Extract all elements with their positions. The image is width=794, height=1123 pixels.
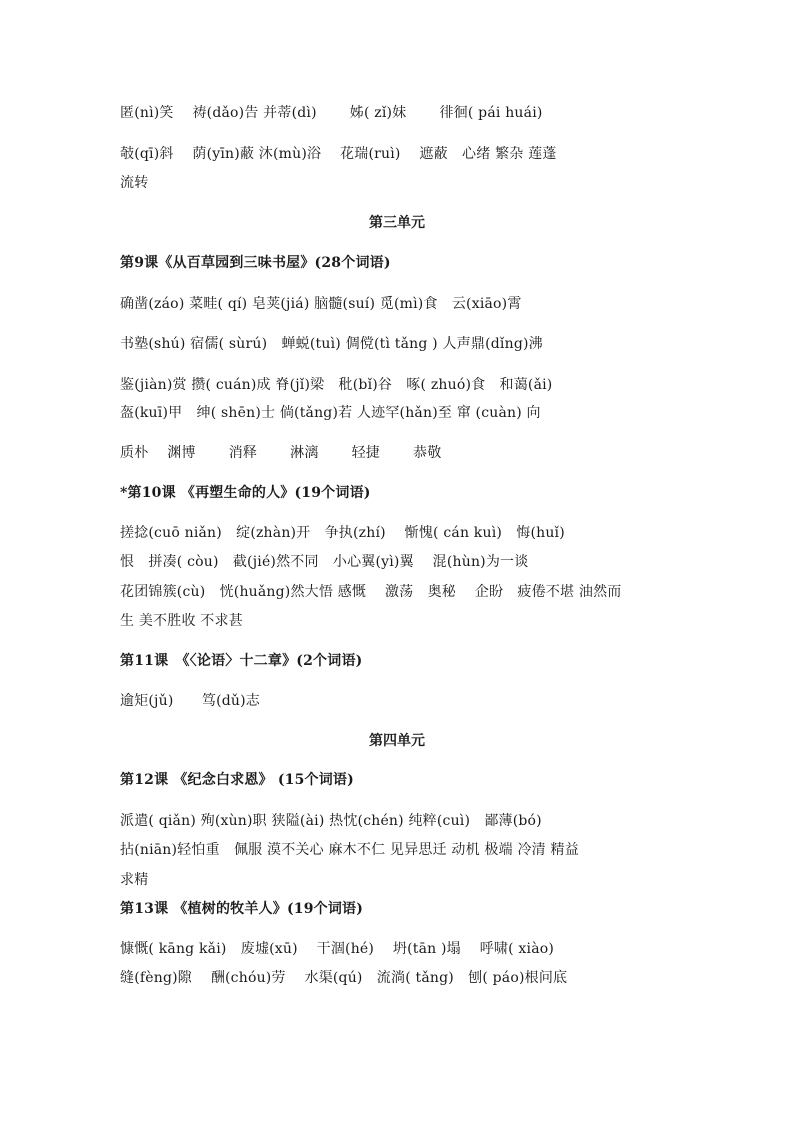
vocab-line: 鉴(jiàn)赏 攒( cuán)成 脊(jǐ)梁 秕(bǐ)谷 啄( zhuó)食 和蔼(ǎi) [120, 377, 553, 393]
vocab-line: 生 美不胜收 不求甚 [120, 613, 243, 629]
lesson-9-header: 第9课《从百草园到三味书屋》(28个词语) [120, 255, 391, 271]
vocab-line: 慷慨( kāng kǎi) 废墟(xū) 干涸(hé) 坍(tān )塌 呼啸( xiào) [120, 941, 555, 957]
vocab-line: 派遣( qiǎn) 殉(xùn)职 狭隘(ài) 热忱(chén) 纯粹(cuì) 鄙薄(bó) [120, 813, 542, 829]
vocab-line: 确凿(záo) 菜畦( qí) 皂荚(jiá) 脑髓(suí) 觅(mì)食 云(xiāo)霄 [120, 296, 522, 312]
vocab-line: 书塾(shú) 宿儒( sùrú) 蝉蜕(tuì) 倜傥(tì tǎng ) 人声鼎(dǐng)沸 [120, 336, 543, 352]
unit-four-title: 第四单元 [369, 733, 425, 749]
lesson-10-header: *第10课 《再塑生命的人》(19个词语) [120, 485, 371, 501]
vocab-line: 拈(niān)轻怕重 佩服 漠不关心 麻木不仁 见异思迁 动机 极端 冷清 精益 [120, 842, 579, 858]
vocab-line: 盔(kuī)甲 绅( shēn)士 倘(tǎng)若 人迹罕(hǎn)至 窜 (cuàn) 向 [120, 405, 541, 421]
lesson-13-header: 第13课 《植树的牧羊人》(19个词语) [120, 901, 364, 917]
vocab-line: 攲(qī)斜 荫(yīn)蔽 沐(mù)浴 花瑞(ruì) 遮蔽 心绪 繁杂 莲蓬 [120, 146, 557, 162]
vocab-line: 恨 拼凑( còu) 截(jié)然不同 小心翼(yì)翼 混(hùn)为一谈 [120, 554, 529, 570]
vocab-line: 花团锦簇(cù) 恍(huǎng)然大悟 感慨 激荡 奥秘 企盼 疲倦不堪 油然而 [120, 584, 622, 600]
lesson-12-header: 第12课 《纪念白求恩》 (15个词语) [120, 772, 354, 788]
vocab-line: 缝(fèng)隙 酬(chóu)劳 水渠(qú) 流淌( tǎng) 刨( páo)根问底 [120, 970, 568, 986]
vocab-line: 质朴 渊博 消释 淋漓 轻捷 恭敬 [120, 445, 442, 461]
lesson-11-header: 第11课 《〈论语〉十二章》(2个词语) [120, 653, 363, 669]
unit-three-title: 第三单元 [369, 215, 425, 231]
vocab-line: 逾矩(jǔ) 笃(dǔ)志 [120, 693, 260, 709]
vocab-line: 求精 [120, 872, 149, 888]
vocab-line: 流转 [120, 175, 149, 191]
vocab-line: 搓捻(cuō niǎn) 绽(zhàn)开 争执(zhí) 惭愧( cán kuì) 悔(huǐ) [120, 525, 565, 541]
vocab-line: 匿(nì)笑 祷(dǎo)告 并蒂(dì) 姊( zǐ)妹 徘徊( pái huái) [120, 105, 543, 121]
